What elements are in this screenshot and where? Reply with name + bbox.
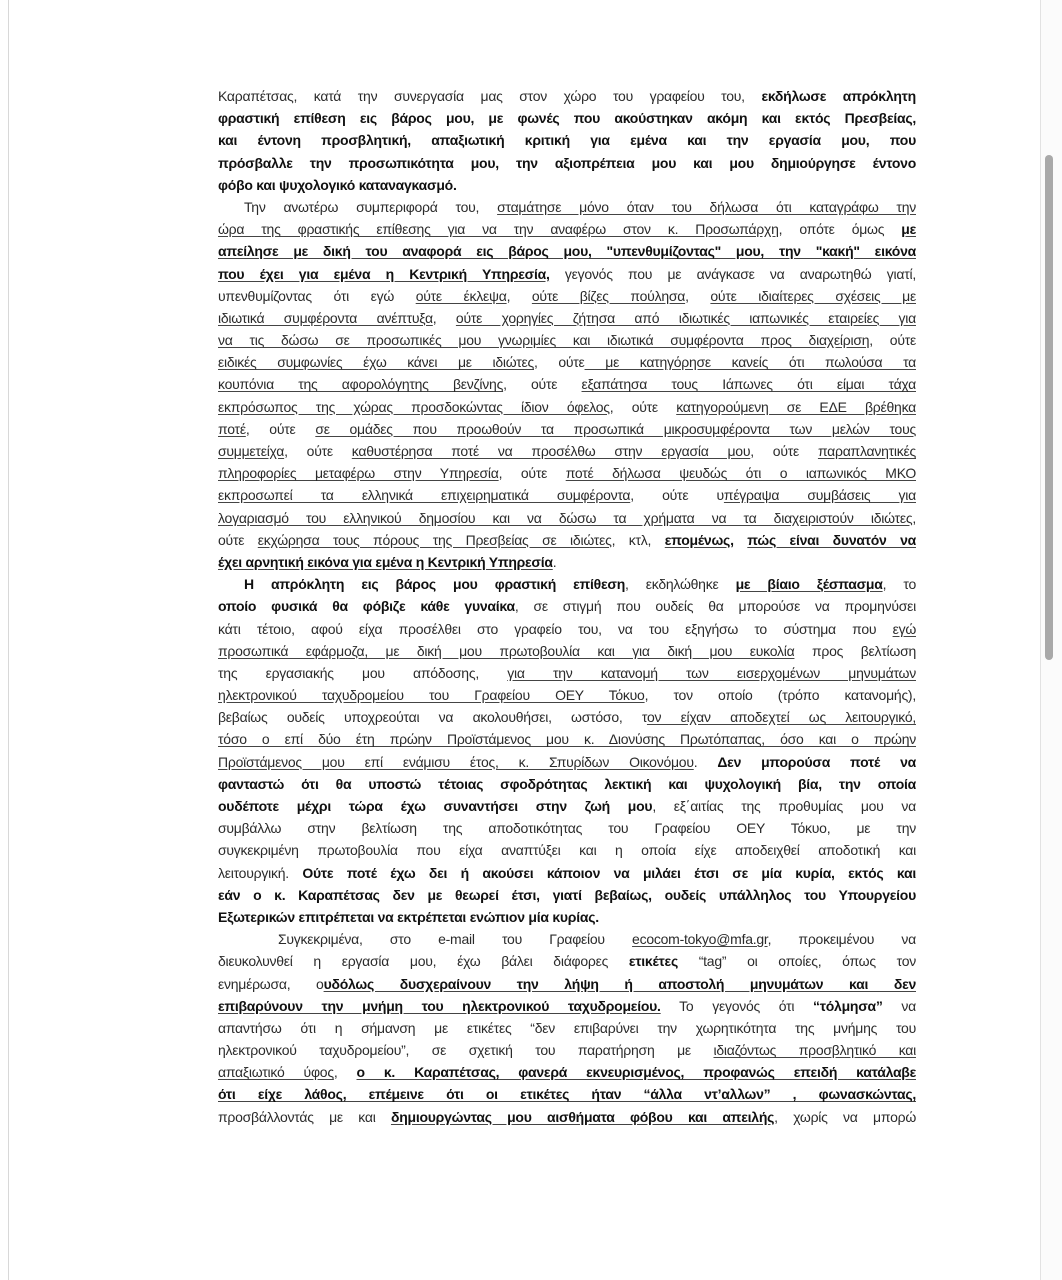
emphasized-text: ειδικές συμφωνίες έχω κάνει με ιδιώτες: [218, 354, 534, 371]
text-segment: ,: [432, 309, 456, 326]
text-segment: , τον οποίο (τρόπο κατανομής),: [644, 687, 916, 704]
text-line: [218, 728, 916, 750]
emphasized-text: Εξωτερικών επιτρέπεται να εκτρέπεται ενώπιον μία κυρίας.: [218, 908, 599, 925]
text-line: [218, 462, 916, 484]
text-segment: , ούτε: [533, 354, 585, 371]
text-line: [218, 152, 916, 174]
text-segment: , ούτε: [750, 443, 818, 459]
text-segment: , σε στιγμή που ουδείς θα μπορούσε να προμηνύσει: [514, 598, 916, 615]
emphasized-text: φόβο και ψυχολογικό καταναγκασμό.: [218, 176, 457, 193]
text-segment: , χωρίς να μπορώ: [774, 1108, 916, 1125]
text-segment: , ούτε: [498, 465, 566, 482]
text-segment: ,: [506, 287, 532, 304]
emphasized-text: ότι είχε λάθος, επέμεινε ότι οι ετικέτες ήταν “άλλα ντ’αλλων” , φωνασκώντας,: [218, 1086, 916, 1103]
text-segment: ενημέρωσα, ο: [218, 975, 324, 992]
emphasized-text: συμμετείχα: [218, 443, 285, 459]
email-link[interactable]: ecocom-tokyo@mfa.gr: [632, 931, 768, 948]
emphasized-text: εκπρόσωπος της χώρας προσδοκώντας ίδιον όφελος: [218, 398, 610, 415]
text-segment: , ούτε: [869, 332, 916, 349]
text-line: [218, 1083, 916, 1105]
text-segment: ούτε: [218, 531, 258, 548]
emphasized-text: και έντονη προσβλητική, απαξιωτική κριτική για εμένα και την εργασία μου, που: [218, 132, 916, 149]
text-line: [218, 573, 916, 595]
text-line: [218, 263, 916, 285]
emphasized-text: πρόσβαλλε την προσωπικότητα μου, την αξιοπρέπεια μου και μου δημιούργησε έντονο: [218, 154, 916, 171]
emphasized-text: κουπόνια της αφορολόγητης βενζίνης: [218, 376, 504, 393]
emphasized-text: Δεν μπορούσα ποτέ να: [717, 753, 916, 770]
document-body: [218, 85, 916, 1128]
text-segment: , οπότε όμως: [778, 221, 902, 238]
emphasized-text: φανταστώ ότι θα υποστώ τέτοιας σφοδρότητας λεκτική και ψυχολογική βία, την οποία: [218, 775, 916, 792]
emphasized-text: προσωπικά εφάρμοζα, με δική μου πρωτοβουλία και για δική μου ευκολία: [218, 642, 795, 659]
text-segment: βεβαίως ουδείς υποχρεούται να ακολουθήσει, ωστόσο, τ: [218, 709, 647, 726]
emphasized-text: Ούτε ποτέ έχω δει ή ακούσει κάποιον να μιλάει έτσι σε μία κυρία, εκτός και: [302, 864, 916, 881]
emphasized-text: πέγραψα συμβάσεις για: [723, 487, 916, 504]
emphasized-text: ον είχαν αποδεχτεί ως λειτουργικό,: [646, 709, 916, 726]
text-line: [218, 706, 916, 728]
emphasized-text: φραστική επίθεση εις βάρος μου, με φωνές που ακούστηκαν ακόμη και εκτός Πρεσβείας,: [218, 110, 916, 127]
text-line: [218, 1106, 916, 1128]
text-segment: κάτι τέτοιο, αφού είχα προσέλθει στο γραφείο του, να του εξηγήσω το σύστημα που: [218, 620, 893, 637]
emphasized-text: οποίο φυσικά θα φόβιζε κάθε γυναίκα: [218, 598, 515, 615]
text-line: [218, 795, 916, 817]
text-line: [218, 662, 916, 684]
emphasized-text: σε ομάδες που προωθούν τα προσωπικά μικροσυμφέροντα των μελών τους: [315, 420, 916, 437]
emphasized-text: “τόλμησα”: [813, 997, 883, 1014]
emphasized-text: ιδιαζόντως προσβλητικό και: [713, 1042, 916, 1059]
text-line: [218, 595, 916, 617]
emphasized-text: με βίαιο ξέσπασμα: [735, 576, 883, 593]
text-line: [218, 862, 916, 884]
emphasized-text: εκπροσωπεί τα ελληνικά επιχειρηματικά συμφέροντα: [218, 487, 631, 504]
text-segment: υπενθυμίζοντας ότι εγώ: [218, 287, 416, 304]
emphasized-text: εξαπάτησα τους Ιάπωνες ότι είμαι τάχα: [581, 376, 916, 393]
text-line: [218, 307, 916, 329]
emphasized-text: Η απρόκλητη εις βάρος μου φραστική επίθεση: [244, 576, 626, 593]
emphasized-text: ποτέ δήλωσα ψευδώς ότι ο ιαπωνικός ΜΚΟ: [565, 465, 916, 482]
emphasized-text: ηλεκτρονικού ταχυδρομείου του Γραφείου ΟΕΥ Τόκυο: [218, 687, 645, 704]
emphasized-text: τόσο ο επί δύο έτη πρώην Προϊστάμενος μου κ. Διονύσης Πρωτόπαπας, όσο και ο πρώην: [218, 731, 916, 748]
emphasized-text: ο κ. Καραπέτσας, φανερά εκνευρισμένος, προφανώς επειδή κατάλαβε: [356, 1064, 916, 1081]
emphasized-text: που έχει για εμένα η Κεντρική Υπηρεσία,: [218, 265, 550, 282]
text-line: [218, 928, 916, 950]
emphasized-text: ποτέ: [218, 420, 246, 437]
text-segment: Καραπέτσας, κατά την συνεργασία μας στον χώρο του γραφείου του,: [218, 88, 762, 104]
emphasized-text: με κατηγόρησε κανείς ότι πωλούσα τα: [584, 354, 916, 371]
emphasized-text: κατηγορούμενη σε ΕΔΕ βρέθηκα: [676, 398, 916, 415]
text-segment: ηλεκτρονικού ταχυδρομείου”, σε σχετική του παρατήρηση με: [218, 1042, 714, 1059]
text-line: [218, 351, 916, 373]
text-line: [218, 950, 916, 972]
text-line: [218, 440, 916, 462]
page-edge-left: [8, 0, 9, 1280]
emphasized-text: πληροφορίες μεταφέρω στην Υπηρεσία: [218, 465, 499, 482]
text-segment: ,: [912, 509, 916, 526]
emphasized-text: παραπλανητικές: [817, 443, 916, 459]
text-line: [218, 1017, 916, 1039]
text-segment: , ούτε: [503, 376, 582, 393]
emphasized-text: ούτε χορηγίες ζήτησα από ιδιωτικές ιαπωνικές εταιρείες για: [455, 309, 916, 326]
text-line: [218, 551, 916, 573]
emphasized-text: πώς είναι δυνατόν να: [747, 531, 916, 548]
text-line: [218, 751, 916, 773]
emphasized-text: δημιουργώντας μου αισθήματα φόβου και απειλής: [390, 1108, 775, 1125]
text-segment: , προκειμένου να: [767, 931, 916, 948]
emphasized-text: λογαριασμό του ελληνικού δημοσίου και να δώσω τα χρήματα να τα διαχειριστούν ιδιώτες: [218, 509, 913, 526]
emphasized-text: εκχώρησα τους πόρους της Πρεσβείας σε ιδιώτες: [257, 531, 612, 548]
text-segment: , εξ΄αιτίας της προθυμίας μου να: [652, 798, 916, 814]
text-line: [218, 906, 916, 928]
emphasized-text: να τις δώσω σε προσωπικές μου γνωριμίες και ιδιωτικά συμφέροντα προς διαχείριση: [218, 332, 870, 349]
text-segment: ,: [685, 287, 711, 304]
text-segment: , ούτε: [284, 443, 352, 459]
text-segment: .: [552, 553, 557, 570]
emphasized-text: απείλησε με δική του αναφορά εις βάρος μου, "υπενθυμίζοντας" μου, την "κακή" εικόνα: [218, 243, 916, 260]
text-line: [218, 285, 916, 307]
emphasized-text: καθυστέρησα ποτέ να προσέλθω στην εργασία μου: [351, 443, 751, 459]
text-line: [218, 618, 916, 640]
emphasized-text: Προϊστάμενος μου επί ενάμισυ έτος, κ. Σπυρίδων Οικονόμου: [218, 753, 694, 770]
text-line: [218, 773, 916, 795]
text-segment: , κτλ,: [611, 531, 665, 548]
emphasized-text: ετικέτες: [628, 953, 678, 970]
text-line: [218, 1061, 916, 1083]
text-line: [218, 995, 916, 1017]
text-line: [218, 174, 916, 196]
text-line: [218, 1039, 916, 1061]
emphasized-text: επιβαρύνουν την μνήμη του ηλεκτρονικού ταχυδρομείου.: [218, 997, 661, 1014]
emphasized-text: έχει αρνητική εικόνα για εμένα η Κεντρική Υπηρεσία: [218, 553, 553, 570]
text-line: [218, 196, 916, 218]
emphasized-text: υδόλως δυσχεραίνουν την λήψη ή αποστολή μηνυμάτων και δεν: [323, 975, 916, 992]
emphasized-text: για την κατανομή των εισερχομένων μηνυμάτων: [507, 664, 916, 681]
text-line: [218, 507, 916, 529]
text-line: [218, 529, 916, 551]
text-line: [218, 373, 916, 395]
text-line: [218, 85, 916, 107]
text-segment: απαντήσω ότι η σήμανση με ετικέτες “δεν επιβαρύνει την χωρητικότητα της μνήμης του: [218, 1019, 916, 1036]
text-segment: συμβάλλω στην βελτίωση της αποδοτικότητας του Γραφείου ΟΕΥ Τόκυο, με την: [218, 820, 916, 837]
text-line: [218, 396, 916, 418]
emphasized-text: ουδέποτε μέχρι τώρα έχω συναντήσει στην ζωή μου: [218, 798, 653, 814]
text-line: [218, 240, 916, 262]
text-segment: , ούτε υ: [630, 487, 724, 504]
text-line: [218, 817, 916, 839]
text-line: [218, 640, 916, 662]
emphasized-text: εάν ο κ. Καραπέτσας δεν με θεωρεί έτσι, γιατί βεβαίως, ουδείς υπάλληλος του Υπουργείου: [218, 886, 916, 903]
text-segment: λειτουργική.: [218, 864, 303, 881]
emphasized-text: επομένως: [664, 531, 731, 548]
text-segment: να: [882, 997, 916, 1014]
text-segment: διευκολυνθεί η εργασία μου, έχω βάλει διάφορες: [218, 953, 629, 970]
emphasized-text: ιδιωτικά συμφέροντα ανέπτυξα: [218, 309, 433, 326]
text-segment: .: [693, 753, 718, 770]
emphasized-text: εγώ: [892, 620, 916, 637]
text-segment: , ούτε: [609, 398, 677, 415]
text-segment: , το: [882, 576, 916, 593]
text-segment: , εκδηλώθηκε: [625, 576, 736, 593]
text-line: [218, 973, 916, 995]
text-line: [218, 107, 916, 129]
text-line: [218, 418, 916, 440]
text-line: [218, 329, 916, 351]
scrollbar-thumb[interactable]: [1045, 155, 1053, 660]
text-segment: Το γεγονός ότι: [660, 997, 813, 1014]
emphasized-text: ούτε έκλεψα: [415, 287, 507, 304]
text-line: [218, 218, 916, 240]
text-segment: προς βελτίωση: [794, 642, 916, 659]
emphasized-text: ώρα της φραστικής επίθεσης για να την αναφέρω στον κ. Προσωπάρχη: [218, 221, 779, 238]
text-segment: ,: [333, 1064, 357, 1081]
text-segment: της εργασιακής μου απόδοσης,: [218, 664, 508, 681]
text-segment: , ούτε: [245, 420, 316, 437]
text-line: [218, 484, 916, 506]
text-line: [218, 129, 916, 151]
text-segment: Την ανωτέρω συμπεριφορά του,: [244, 198, 498, 215]
text-segment: γεγονός που με ανάγκασε να αναρωτηθώ γιατί,: [549, 265, 916, 282]
emphasized-text: με: [901, 221, 916, 238]
emphasized-text: ,: [730, 531, 748, 548]
text-segment: συγκεκριμένη πρωτοβουλία που είχα αναπτύξει και η οποία είχε αποδειχθεί αποδοτική και: [218, 842, 916, 859]
text-segment: προσβάλλοντάς με και: [218, 1108, 391, 1125]
emphasized-text: ούτε ιδιαίτερες σχέσεις με: [710, 287, 916, 304]
text-segment: “tag” οι οποίες, όπως τον: [677, 953, 916, 970]
text-line: [218, 839, 916, 861]
emphasized-text: απαξιωτικό ύφος: [218, 1064, 334, 1081]
text-line: [218, 884, 916, 906]
emphasized-text: σταμάτησε μόνο όταν του δήλωσα ότι καταγράφω την: [497, 198, 916, 215]
text-segment: Συγκεκριμένα, στο e-mail του Γραφείου: [278, 931, 633, 948]
emphasized-text: εκδήλωσε απρόκλητη: [761, 88, 916, 104]
text-line: [218, 684, 916, 706]
emphasized-text: ούτε βίζες πούλησα: [531, 287, 686, 304]
